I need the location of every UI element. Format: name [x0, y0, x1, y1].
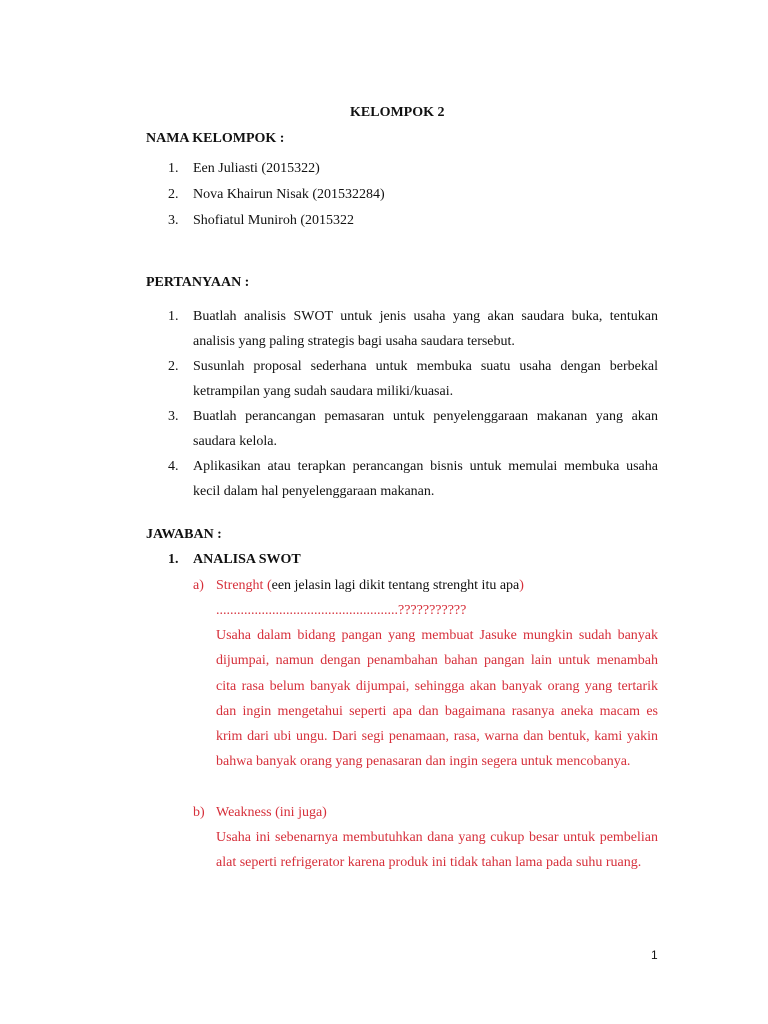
list-item: [168, 156, 320, 181]
question-text: Buatlah perancangan pemasaran untuk penyelenggaraan makanan yang akan saudara kelola.: [193, 409, 658, 450]
list-number: 2.: [168, 359, 179, 374]
strength-title: Strenght (: [216, 578, 272, 593]
section-title: ANALISA SWOT: [193, 552, 301, 567]
strength-title-line: [216, 573, 524, 598]
weakness-label: b): [193, 805, 205, 820]
list-number: 3.: [168, 213, 179, 228]
members-heading: NAMA KELOMPOK :: [146, 131, 285, 146]
list-item: [168, 304, 658, 355]
question-text: Aplikasikan atau terapkan perancangan bisnis untuk memulai membuka usaha kecil dalam hal penyelenggaraan makanan.: [193, 459, 658, 500]
list-item: [168, 354, 658, 405]
strength-label: a): [193, 578, 204, 593]
weakness-body: Usaha ini sebenarnya membutuhkan dana yang cukup besar untuk pembelian alat seperti refrigerator karena produk ini tidak tahan lama pada suhu ruang.: [216, 830, 658, 871]
list-number: 1.: [168, 309, 179, 324]
list-number: 1.: [168, 552, 179, 567]
document-title: KELOMPOK 2: [350, 105, 445, 120]
list-item: [168, 182, 385, 207]
section-heading: [168, 547, 301, 572]
list-number: 3.: [168, 409, 179, 424]
closing-paren: ): [519, 578, 524, 593]
page-number: 1: [651, 948, 658, 962]
member-name: Nova Khairun Nisak (201532284): [193, 187, 385, 202]
answers-heading: JAWABAN :: [146, 527, 222, 542]
weakness-title: Weakness (ini juga): [216, 805, 327, 820]
list-item: [168, 404, 658, 455]
list-number: 1.: [168, 161, 179, 176]
strength-body: Usaha dalam bidang pangan yang membuat Jasuke mungkin sudah banyak dijumpai, namun dengan penambahan bahan pangan lain untuk menambah cita rasa belum banyak dijumpai, sehingga akan banyak orang yang tertarik dan ingin mengetahui seperti apa dan bagaimana rasanya aneka macam es krim dari ubi ungu. Dari segi penamaan, rasa, warna dan bentuk, kami yakin bahwa banyak orang yang penasaran dan ingin segera untuk mencobanya.: [216, 628, 658, 770]
question-text: Susunlah proposal sederhana untuk membuka suatu usaha dengan berbekal ketrampilan yang sudah saudara miliki/kuasai.: [193, 359, 658, 400]
list-number: 4.: [168, 459, 179, 474]
placeholder-dots: ....................................................???????????: [216, 603, 467, 618]
review-comment: een jelasin lagi dikit tentang strenght itu apa: [271, 578, 520, 593]
member-name: Shofiatul Muniroh (2015322: [193, 213, 354, 228]
member-name: Een Juliasti (2015322): [193, 161, 320, 176]
questions-heading: PERTANYAAN :: [146, 275, 250, 290]
list-item: [168, 454, 658, 505]
list-number: 2.: [168, 187, 179, 202]
list-item: [168, 208, 354, 233]
question-text: Buatlah analisis SWOT untuk jenis usaha yang akan saudara buka, tentukan analisis yang paling strategis bagi usaha saudara tersebut.: [193, 309, 658, 350]
